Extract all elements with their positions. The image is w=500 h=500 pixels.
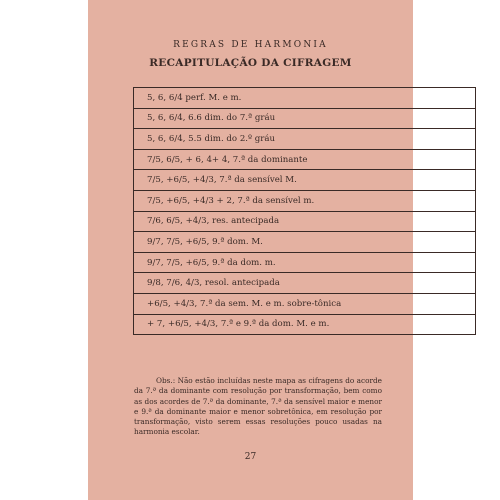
book-page — [88, 0, 413, 500]
page-number: 27 — [244, 452, 257, 462]
table-row: 9/8, 7/6, 4/3, resol. antecipada — [134, 273, 475, 294]
page-title: RECAPITULAÇÃO DA CIFRAGEM — [149, 57, 352, 69]
table-row: +6/5, +4/3, 7.ª da sem. M. e m. sobre-tônica — [134, 294, 475, 315]
table-row: 7/5, +6/5, +4/3, 7.ª da sensível M. — [134, 170, 475, 191]
running-head: REGRAS DE HARMONIA — [173, 40, 328, 50]
cifragem-table — [133, 87, 476, 335]
table-row: 7/5, +6/5, +4/3 + 2, 7.ª da sensível m. — [134, 191, 475, 212]
table-row: 7/5, 6/5, + 6, 4+ 4, 7.ª da dominante — [134, 150, 475, 171]
table-row: 9/7, 7/5, +6/5, 9.ª da dom. m. — [134, 253, 475, 274]
table-row: 5, 6, 6/4 perf. M. e m. — [134, 88, 475, 109]
table-row: + 7, +6/5, +4/3, 7.ª e 9.ª da dom. M. e m. — [147, 319, 330, 330]
table-row: 5, 6, 6/4, 5.5 dim. do 2.º gráu — [134, 129, 475, 150]
table-row: 7/6, 6/5, +4/3, res. antecipada — [134, 212, 475, 233]
table-row: 5, 6, 6/4, 6.6 dim. do 7.ª gráu — [134, 109, 475, 130]
table-row: 9/7, 7/5, +6/5, 9.ª dom. M. — [134, 232, 475, 253]
notes-paragraph: Obs.: Não estão incluídas neste mapa as cifragens do acorde da 7.ª da dominante com resolução por transformação, bem como as dos acordes de 7.ª da dominante, 7.ª da sensível maior e menor e 9.ª da dominante maior e menor sobretônica, em resolução por transformação, visto serem essas resoluções pouco usadas na harmonia escolar. — [134, 376, 382, 437]
